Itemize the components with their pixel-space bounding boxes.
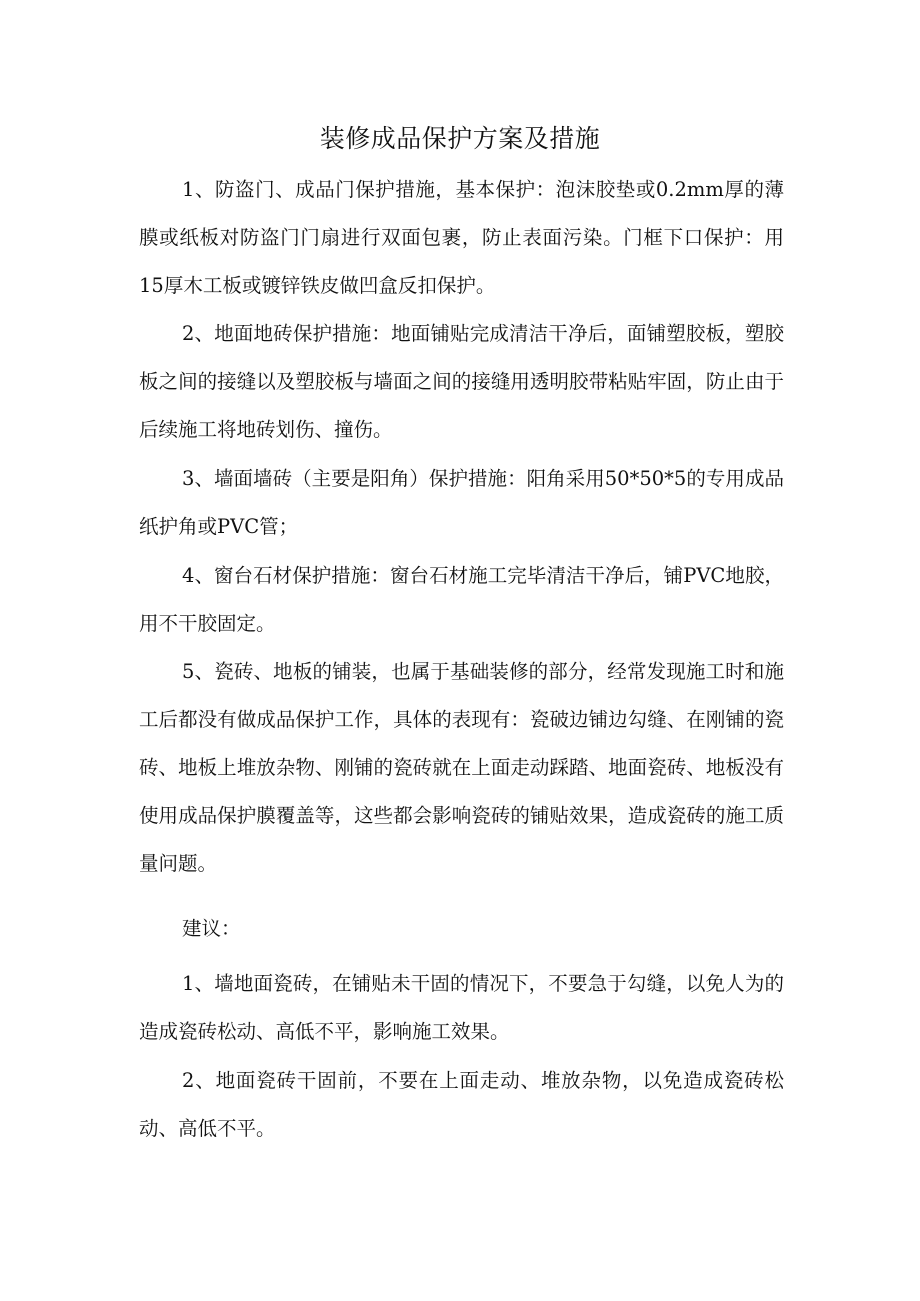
paragraph-door-protection: 1、防盗门、成品门保护措施，基本保护：泡沫胶垫或0.2mm厚的薄膜或纸板对防盗门门扇进行双面包裹，防止表面污染。门框下口保护：用15厚木工板或镀锌铁皮做凹盒反扣保护。 xyxy=(139,178,784,297)
suggestion-item-2: 2、地面瓷砖干固前，不要在上面走动、堆放杂物，以免造成瓷砖松动、高低不平。 xyxy=(139,1069,784,1140)
paragraph-windowsill-stone-protection: 4、窗台石材保护措施：窗台石材施工完毕清洁干净后，铺PVC地胶，用不干胶固定。 xyxy=(139,564,784,635)
suggestion-item-1: 1、墙地面瓷砖，在铺贴未干固的情况下，不要急于勾缝，以免人为的造成瓷砖松动、高低不平，影响施工效果。 xyxy=(139,972,784,1043)
paragraph-floor-tile-protection: 2、地面地砖保护措施：地面铺贴完成清洁干净后，面铺塑胶板，塑胶板之间的接缝以及塑胶板与墙面之间的接缝用透明胶带粘贴牢固，防止由于后续施工将地砖划伤、撞伤。 xyxy=(139,322,784,441)
advice-heading: 建议： xyxy=(182,917,241,940)
paragraph-tile-floor-installation: 5、瓷砖、地板的铺装，也属于基础装修的部分，经常发现施工时和施工后都没有做成品保护工作，具体的表现有：瓷破边铺边勾缝、在刚铺的瓷砖、地板上堆放杂物、刚铺的瓷砖就在上面走动踩踏、地面瓷砖、地板没有使用成品保护膜覆盖等，这些都会影响瓷砖的铺贴效果，造成瓷砖的施工质量问题。 xyxy=(139,660,784,875)
paragraph-wall-tile-protection: 3、墙面墙砖（主要是阳角）保护措施：阳角采用50*50*5的专用成品纸护角或PVC管； xyxy=(139,467,784,538)
document-title: 装修成品保护方案及措施 xyxy=(319,124,601,153)
